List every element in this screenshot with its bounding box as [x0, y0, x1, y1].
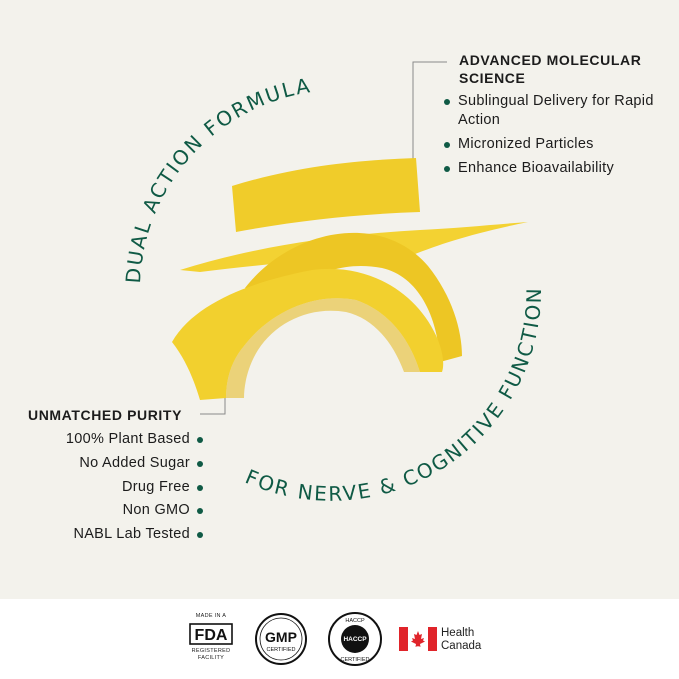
haccp-badge	[327, 611, 383, 667]
gmp-sub-text: CERTIFIED	[266, 647, 296, 653]
haccp-bottom-text: CERTIFIED	[340, 657, 370, 663]
list-item: No Added Sugar	[20, 454, 190, 473]
advanced-title-line1: ADVANCED MOLECULAR	[459, 52, 642, 68]
health-canada-label: Health Canada	[441, 627, 482, 652]
list-item: Non GMO	[20, 501, 190, 520]
list-item: Enhance Bioavailability	[458, 159, 673, 178]
bullet-dot-icon	[197, 485, 203, 491]
film-strip-front	[172, 269, 443, 400]
bullet-dot-icon	[444, 142, 450, 148]
list-item: 100% Plant Based	[20, 430, 190, 449]
advanced-title-line2: SCIENCE	[459, 70, 526, 86]
bullet-dot-icon	[197, 461, 203, 467]
arc-title-bottom: FOR NERVE & COGNITIVE FUNCTION	[241, 286, 547, 506]
list-item: Drug Free	[20, 478, 190, 497]
fda-top-text: MADE IN A	[195, 613, 227, 619]
purity-title: UNMATCHED PURITY	[28, 407, 183, 423]
haccp-center-text: HACCP	[343, 636, 367, 643]
gmp-main-text: GMP	[265, 629, 297, 645]
purity-list	[20, 430, 190, 549]
connector-line-top	[413, 62, 447, 206]
haccp-top-text: HACCP	[345, 618, 365, 624]
certification-bar	[0, 599, 679, 679]
bullet-dot-icon	[444, 166, 450, 172]
fda-bottom-text: REGISTERED FACILITY	[191, 648, 231, 661]
advanced-list	[458, 92, 673, 183]
bullet-dot-icon	[444, 99, 450, 105]
advanced-title	[459, 51, 669, 87]
fda-logo-icon	[186, 622, 236, 648]
arc-title-top: DUAL ACTION FORMULA	[120, 73, 314, 285]
canada-flag-icon	[399, 627, 437, 651]
gmp-badge	[254, 612, 308, 666]
list-item: Micronized Particles	[458, 135, 673, 154]
svg-text:FDA: FDA	[194, 627, 228, 644]
fda-badge	[186, 610, 236, 668]
bullet-dot-icon	[197, 437, 203, 443]
film-strip-back	[232, 158, 420, 232]
list-item: Sublingual Delivery for Rapid Action	[458, 92, 673, 130]
list-item: NABL Lab Tested	[20, 525, 190, 544]
